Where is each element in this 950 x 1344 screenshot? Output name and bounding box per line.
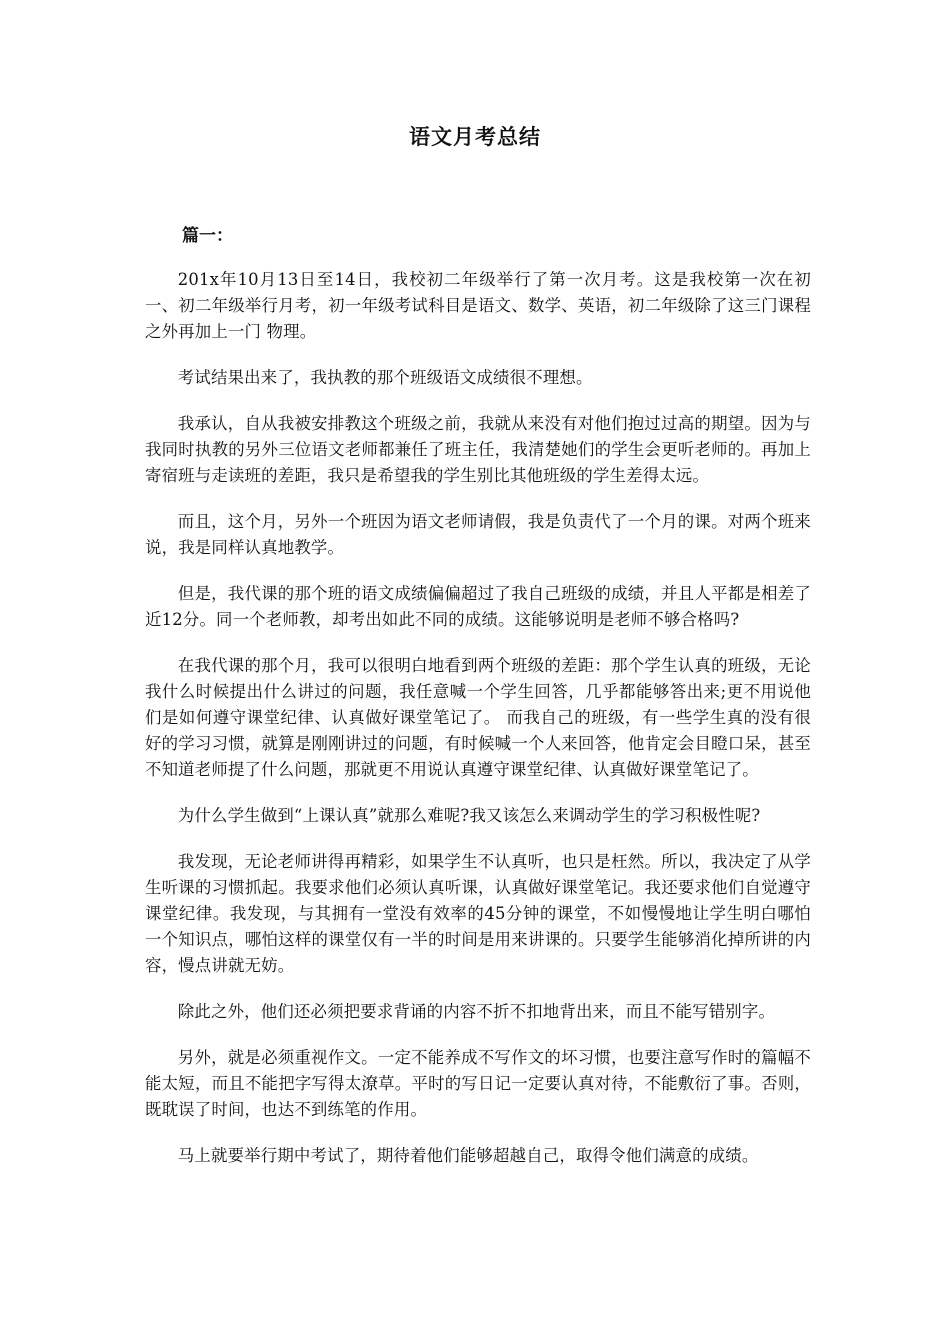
paragraph: 我发现，无论老师讲得再精彩，如果学生不认真听，也只是枉然。所以，我决定了从学生听课的习惯抓起。我要求他们必须认真听课，认真做好课堂笔记。我还要求他们自觉遵守课堂纪律。我发现，与其拥有一堂没有效率的45分钟的课堂，不如慢慢地让学生明白哪怕一个知识点，哪怕这样的课堂仅有一半的时间是用来讲课的。只要学生能够消化掉所讲的内容，慢点讲就无妨。 [145, 852, 811, 975]
document-body [145, 267, 811, 1189]
paragraph: 我承认，自从我被安排教这个班级之前，我就从来没有对他们抱过过高的期望。因为与我同时执教的另外三位语文老师都兼任了班主任，我清楚她们的学生会更听老师的。再加上寄宿班与走读班的差距，我只是希望我的学生别比其他班级的学生差得太远。 [145, 414, 811, 485]
paragraph: 在我代课的那个月，我可以很明白地看到两个班级的差距：那个学生认真的班级，无论我什么时候提出什么讲过的问题，我任意喊一个学生回答，几乎都能够答出来;更不用说他们是如何遵守课堂纪律、认真做好课堂笔记了。 而我自己的班级，有一些学生真的没有很好的学习习惯，就算是刚刚讲过的问题，有时候喊一个人来回答，他肯定会目瞪口呆，甚至不知道老师提了什么问题，那就更不用说认真遵守课堂纪律、认真做好课堂笔记了。 [145, 656, 811, 779]
section-heading: 篇一： [182, 226, 233, 246]
paragraph: 而且，这个月，另外一个班因为语文老师请假，我是负责代了一个月的课。对两个班来说，我是同样认真地教学。 [145, 512, 811, 557]
paragraph: 201x年10月13日至14日，我校初二年级举行了第一次月考。这是我校第一次在初一、初二年级举行月考，初一年级考试科目是语文、数学、英语，初二年级除了这三门课程之外再加上一门 物理。 [145, 270, 811, 341]
paragraph: 马上就要举行期中考试了，期待着他们能够超越自己，取得令他们满意的成绩。 [177, 1146, 759, 1165]
paragraph: 除此之外，他们还必须把要求背诵的内容不折不扣地背出来，而且不能写错别字。 [177, 1002, 776, 1021]
paragraph: 另外，就是必须重视作文。一定不能养成不写作文的坏习惯，也要注意写作时的篇幅不能太短，而且不能把字写得太潦草。平时的写日记一定要认真对待，不能敷衍了事。否则，既耽误了时间，也达不到练笔的作用。 [145, 1048, 811, 1119]
paragraph: 考试结果出来了，我执教的那个班级语文成绩很不理想。 [177, 368, 593, 387]
document-title: 语文月考总结 [409, 124, 541, 149]
paragraph: 为什么学生做到“上课认真”就那么难呢?我又该怎么来调动学生的学习积极性呢? [177, 806, 761, 825]
paragraph: 但是，我代课的那个班的语文成绩偏偏超过了我自己班级的成绩，并且人平都是相差了近12分。同一个老师教，却考出如此不同的成绩。这能够说明是老师不够合格吗? [145, 584, 811, 629]
